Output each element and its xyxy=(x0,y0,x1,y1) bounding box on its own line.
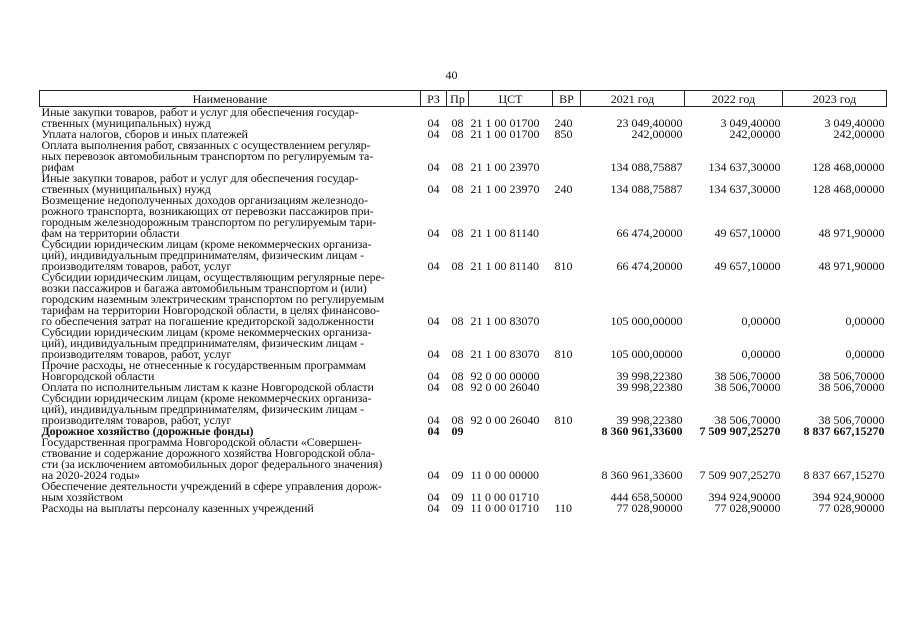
name-line: Возмещение недополученных доходов организациям железнодо- xyxy=(41,193,368,207)
name-line: Государственная программа Новгородской области «Совершен- xyxy=(41,435,362,449)
name-line: го обеспечения затрат на погашение кредиторской задолженности xyxy=(41,314,374,328)
cell-pr: 09 xyxy=(451,468,464,482)
cell-name xyxy=(40,173,421,195)
cell-y2023: 0,00000 xyxy=(845,347,885,361)
header-2021: 2021 год xyxy=(581,91,685,107)
table-row xyxy=(40,503,887,514)
name-line: Прочие расходы, не отнесенные к государственным программам xyxy=(41,358,366,372)
cell-vr xyxy=(553,360,581,382)
cell-y2022: 3 049,40000 xyxy=(720,116,781,130)
header-pr: Пр xyxy=(447,91,469,107)
cell-y2023: 3 049,40000 xyxy=(824,116,885,130)
page-number: 40 xyxy=(445,68,458,82)
cell-cst: 21 1 00 01700 xyxy=(470,127,540,141)
cell-y2021: 134 088,75887 xyxy=(610,160,683,174)
cell-pr: 09 xyxy=(451,490,464,504)
cell-pr: 08 xyxy=(451,226,464,240)
table-row xyxy=(40,481,887,503)
cell-y2023: 242,00000 xyxy=(833,127,885,141)
cell-y2021: 39 998,22380 xyxy=(616,380,683,394)
cell-y2023: 38 506,70000 xyxy=(818,369,885,383)
name-line: производителям товаров, работ, услуг xyxy=(41,347,232,361)
cell-pr: 08 xyxy=(451,347,464,361)
cell-pr: 08 xyxy=(451,314,464,328)
cell-y2021: 105 000,00000 xyxy=(610,347,683,361)
cell-vr: 240 xyxy=(554,116,573,130)
header-2022: 2022 год xyxy=(685,91,783,107)
cell-y2021: 8 360 961,33600 xyxy=(601,468,683,482)
name-line: городским наземным электрическим транспортом по регулируемым xyxy=(41,292,385,306)
cell-rz: 04 xyxy=(427,314,440,328)
cell-pr: 08 xyxy=(451,380,464,394)
cell-y2021: 66 474,20000 xyxy=(616,226,683,240)
cell-cst: 21 1 00 81140 xyxy=(470,226,540,240)
cell-name xyxy=(40,107,421,130)
cell-name xyxy=(40,437,421,481)
cell-cst: 21 1 00 01700 xyxy=(470,116,540,130)
name-line: возки пассажиров и багажа автомобильным транспортом и (или) xyxy=(41,281,367,295)
cell-y2022: 77 028,90000 xyxy=(714,501,781,515)
cell-cst: 92 0 00 26040 xyxy=(470,380,540,394)
cell-y2022: 38 506,70000 xyxy=(714,380,781,394)
cell-vr xyxy=(553,437,581,481)
cell-y2021: 39 998,22380 xyxy=(616,369,683,383)
cell-rz: 04 xyxy=(427,413,440,427)
name-line: Субсидии юридическим лицам (кроме некоммерческих организа- xyxy=(41,391,372,405)
name-line: городным железнодорожным транспортом по регулируемым тари- xyxy=(41,215,377,229)
cell-pr: 08 xyxy=(451,182,464,196)
cell-y2023: 48 971,90000 xyxy=(818,259,885,273)
cell-vr xyxy=(553,195,581,239)
cell-y2022: 38 506,70000 xyxy=(714,413,781,427)
cell-pr: 08 xyxy=(451,127,464,141)
cell-cst: 92 0 00 00000 xyxy=(470,369,540,383)
cell-y2022: 242,00000 xyxy=(729,127,781,141)
cell-vr: 810 xyxy=(554,347,573,361)
cell-y2021: 105 000,00000 xyxy=(610,314,683,328)
cell-y2021: 444 658,50000 xyxy=(610,490,683,504)
name-line: ственных (муниципальных) нужд xyxy=(41,116,211,130)
cell-y2023: 0,00000 xyxy=(845,314,885,328)
cell-y2023: 128 468,00000 xyxy=(812,182,885,196)
cell-rz: 04 xyxy=(427,380,440,394)
cell-vr: 110 xyxy=(554,501,573,515)
name-line: ственных (муниципальных) нужд xyxy=(41,182,211,196)
cell-cst xyxy=(469,426,553,437)
cell-cst: 11 0 00 01710 xyxy=(470,501,540,515)
cell-vr: 810 xyxy=(554,413,573,427)
header-name: Наименование xyxy=(40,91,421,107)
name-line: ций), индивидуальным предпринимателям, физическим лицам - xyxy=(41,248,364,262)
cell-y2022: 49 657,10000 xyxy=(714,226,781,240)
name-line: рифам xyxy=(41,160,75,174)
name-line: ствование и содержание дорожного хозяйства Новгородской обла- xyxy=(41,446,375,460)
table-row xyxy=(40,107,887,130)
cell-y2023: 48 971,90000 xyxy=(818,226,885,240)
cell-y2022: 134 637,30000 xyxy=(708,160,781,174)
cell-rz: 04 xyxy=(427,160,440,174)
table-row xyxy=(40,327,887,360)
cell-cst: 21 1 00 83070 xyxy=(470,314,540,328)
cell-y2022: 7 509 907,25270 xyxy=(699,468,781,482)
cell-rz: 04 xyxy=(427,369,440,383)
cell-name xyxy=(40,481,421,503)
table-row xyxy=(40,360,887,382)
name-line: Обеспечение деятельности учреждений в сфере управления дорож- xyxy=(41,479,382,493)
header-cst: ЦСТ xyxy=(469,91,553,107)
cell-vr xyxy=(553,426,581,437)
cell-y2021: 8 360 961,33600 xyxy=(601,424,683,438)
name-line: Новгородской области xyxy=(41,369,155,383)
cell-vr xyxy=(553,140,581,173)
cell-y2022: 38 506,70000 xyxy=(714,369,781,383)
cell-y2022: 7 509 907,25270 xyxy=(699,424,781,438)
cell-rz: 04 xyxy=(427,226,440,240)
cell-cst: 21 1 00 81140 xyxy=(470,259,540,273)
cell-pr: 08 xyxy=(451,160,464,174)
cell-rz: 04 xyxy=(427,347,440,361)
cell-vr xyxy=(553,382,581,393)
name-line: фам на территории области xyxy=(41,226,180,240)
name-line: на 2020-2024 годы» xyxy=(41,468,140,482)
table-row xyxy=(40,195,887,239)
cell-y2023: 8 837 667,15270 xyxy=(803,424,885,438)
cell-cst: 92 0 00 26040 xyxy=(470,413,540,427)
table-row xyxy=(40,140,887,173)
cell-y2022: 49 657,10000 xyxy=(714,259,781,273)
cell-pr: 08 xyxy=(451,116,464,130)
cell-rz: 04 xyxy=(427,424,440,438)
cell-cst: 21 1 00 23970 xyxy=(470,182,540,196)
name-line: Уплата налогов, сборов и иных платежей xyxy=(41,127,248,141)
cell-rz: 04 xyxy=(427,182,440,196)
table-row xyxy=(40,393,887,426)
name-line: Оплата по исполнительным листам к казне Новгородской области xyxy=(41,380,374,394)
name-line: рожного транспорта, возникающих от перевозки пассажиров при- xyxy=(41,204,374,218)
cell-cst: 21 1 00 23970 xyxy=(470,160,540,174)
cell-rz: 04 xyxy=(427,116,440,130)
cell-pr: 09 xyxy=(451,424,464,438)
cell-name xyxy=(40,272,421,327)
cell-cst: 21 1 00 83070 xyxy=(470,347,540,361)
cell-y2023: 38 506,70000 xyxy=(818,380,885,394)
cell-y2023: 8 837 667,15270 xyxy=(803,468,885,482)
cell-y2023: 394 924,90000 xyxy=(812,490,885,504)
name-line: Иные закупки товаров, работ и услуг для обеспечения государ- xyxy=(41,171,359,185)
name-line: Оплата выполнения работ, связанных с осуществлением регуляр- xyxy=(41,138,371,152)
cell-name xyxy=(40,239,421,272)
cell-y2021: 39 998,22380 xyxy=(616,413,683,427)
budget-table xyxy=(39,90,887,514)
table-row xyxy=(40,272,887,327)
name-line: ций), индивидуальным предпринимателям, физическим лицам - xyxy=(41,336,364,350)
header-2023: 2023 год xyxy=(783,91,887,107)
cell-rz: 04 xyxy=(427,490,440,504)
name-line: сти (за исключением автомобильных дорог федерального значения) xyxy=(41,457,383,471)
table-body xyxy=(40,107,887,515)
cell-pr: 08 xyxy=(451,369,464,383)
name-line: Расходы на выплаты персоналу казенных учреждений xyxy=(41,501,314,515)
cell-vr: 240 xyxy=(554,182,573,196)
cell-rz: 04 xyxy=(427,468,440,482)
name-line: Субсидии юридическим лицам (кроме некоммерческих организа- xyxy=(41,325,372,339)
cell-name xyxy=(40,393,421,426)
cell-vr xyxy=(553,272,581,327)
name-line: ным хозяйством xyxy=(41,490,123,504)
cell-pr: 09 xyxy=(451,501,464,515)
name-line: Дорожное хозяйство (дорожные фонды) xyxy=(41,424,254,438)
cell-vr xyxy=(553,481,581,503)
cell-name xyxy=(40,195,421,239)
cell-cst: 11 0 00 00000 xyxy=(470,468,540,482)
cell-name xyxy=(40,503,421,514)
name-line: ных перевозок автомобильным транспортом по регулируемым та- xyxy=(41,149,374,163)
cell-y2023: 77 028,90000 xyxy=(818,501,885,515)
cell-y2021: 134 088,75887 xyxy=(610,182,683,196)
cell-y2022: 134 637,30000 xyxy=(708,182,781,196)
cell-rz: 04 xyxy=(427,259,440,273)
table-row xyxy=(40,173,887,195)
header-vr: ВР xyxy=(553,91,581,107)
cell-pr: 08 xyxy=(451,259,464,273)
cell-pr: 08 xyxy=(451,413,464,427)
cell-vr: 850 xyxy=(554,127,573,141)
cell-y2022: 394 924,90000 xyxy=(708,490,781,504)
cell-y2023: 128 468,00000 xyxy=(812,160,885,174)
name-line: Субсидии юридическим лицам, осуществляющим регулярные пере- xyxy=(41,270,385,284)
cell-y2021: 23 049,40000 xyxy=(616,116,683,130)
name-line: тарифам на территории Новгородской области, в целях финансово- xyxy=(41,303,380,317)
cell-y2021: 242,00000 xyxy=(631,127,683,141)
name-line: ций), индивидуальным предпринимателям, физическим лицам - xyxy=(41,402,364,416)
cell-name xyxy=(40,327,421,360)
cell-y2023: 38 506,70000 xyxy=(818,413,885,427)
cell-rz: 04 xyxy=(427,501,440,515)
cell-y2022: 0,00000 xyxy=(741,347,781,361)
cell-vr: 810 xyxy=(554,259,573,273)
cell-name xyxy=(40,360,421,382)
cell-rz: 04 xyxy=(427,127,440,141)
cell-name xyxy=(40,140,421,173)
name-line: производителям товаров, работ, услуг xyxy=(41,259,232,273)
name-line: производителям товаров, работ, услуг xyxy=(41,413,232,427)
header-rz: РЗ xyxy=(421,91,447,107)
name-line: Иные закупки товаров, работ и услуг для обеспечения государ- xyxy=(41,105,359,119)
cell-y2021: 77 028,90000 xyxy=(616,501,683,515)
cell-cst: 11 0 00 01710 xyxy=(470,490,540,504)
table-row xyxy=(40,239,887,272)
cell-y2021: 66 474,20000 xyxy=(616,259,683,273)
table-row xyxy=(40,437,887,481)
name-line: Субсидии юридическим лицам (кроме некоммерческих организа- xyxy=(41,237,372,251)
cell-y2022: 0,00000 xyxy=(741,314,781,328)
